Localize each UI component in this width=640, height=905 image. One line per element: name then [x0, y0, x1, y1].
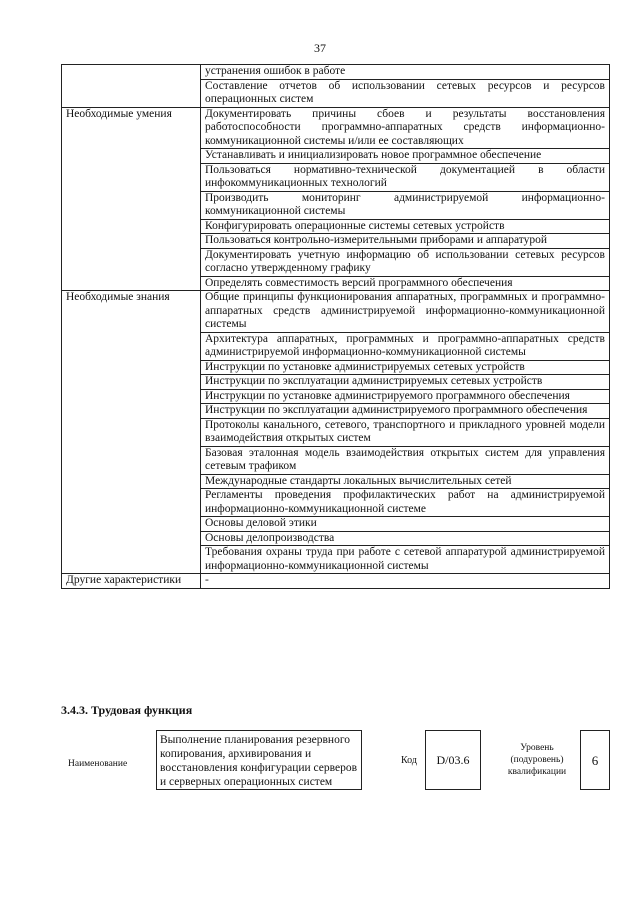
row-category-label — [62, 149, 201, 164]
table-cell: Международные стандарты локальных вычислительных сетей — [201, 474, 610, 489]
table-cell: Базовая эталонная модель взаимодействия открытых систем для управления сетевым трафиком — [201, 446, 610, 474]
row-category-label — [62, 404, 201, 419]
table-row — [62, 446, 610, 474]
row-category-label — [62, 163, 201, 191]
table-row — [62, 574, 610, 589]
row-category-label — [62, 389, 201, 404]
table-row — [62, 219, 610, 234]
table-row — [62, 332, 610, 360]
table-cell: Устанавливать и инициализировать новое программное обеспечение — [201, 149, 610, 164]
table-cell: Пользоваться нормативно-технической документацией в области инфокоммуникационных технологий — [201, 163, 610, 191]
table-row — [62, 517, 610, 532]
row-category-label — [62, 418, 201, 446]
row-category-label: Другие характеристики — [62, 574, 201, 589]
table-row — [62, 404, 610, 419]
row-category-label — [62, 446, 201, 474]
table-cell: Общие принципы функционирования аппаратных, программных и программно-аппаратных средств администрируемой информационно-коммуникационной системы — [201, 291, 610, 333]
table-row — [62, 531, 610, 546]
table-row — [62, 248, 610, 276]
qualification-level-value: 6 — [580, 730, 610, 790]
table-row — [62, 389, 610, 404]
table-cell: Документировать причины сбоев и результаты восстановления работоспособности программно-аппаратных средств информационно-коммуникационной системы и/или ее составляющих — [201, 107, 610, 149]
row-category-label — [62, 531, 201, 546]
table-row — [62, 163, 610, 191]
row-category-label — [62, 234, 201, 249]
table-cell: Инструкции по эксплуатации администрируемого программного обеспечения — [201, 404, 610, 419]
table-cell: Архитектура аппаратных, программных и программно-аппаратных средств администрируемой информационно-коммуникационной системы — [201, 332, 610, 360]
code-label: Код — [401, 755, 417, 766]
table-cell: Инструкции по установке администрируемого программного обеспечения — [201, 389, 610, 404]
row-category-label: Необходимые знания — [62, 291, 201, 333]
labor-function-block — [0, 730, 640, 800]
table-cell: Пользоваться контрольно-измерительными приборами и аппаратурой — [201, 234, 610, 249]
row-category-label — [62, 65, 201, 80]
table-row — [62, 234, 610, 249]
table-row — [62, 291, 610, 333]
table-row — [62, 375, 610, 390]
row-category-label — [62, 517, 201, 532]
table-row — [62, 418, 610, 446]
table-row — [62, 276, 610, 291]
table-cell: Протоколы канального, сетевого, транспортного и прикладного уровней модели взаимодействия открытых систем — [201, 418, 610, 446]
table-row — [62, 65, 610, 80]
table-cell: Регламенты проведения профилактических работ на администрируемой информационно-коммуникационной системе — [201, 489, 610, 517]
table-cell: - — [201, 574, 610, 589]
table-cell: Основы деловой этики — [201, 517, 610, 532]
row-category-label: Необходимые умения — [62, 107, 201, 149]
row-category-label — [62, 489, 201, 517]
table-cell: Конфигурировать операционные системы сетевых устройств — [201, 219, 610, 234]
table-row — [62, 191, 610, 219]
code-value: D/03.6 — [425, 730, 481, 790]
row-category-label — [62, 474, 201, 489]
row-category-label — [62, 219, 201, 234]
table-row — [62, 489, 610, 517]
qualification-level-label: Уровень (подуровень) квалификации — [507, 743, 567, 777]
row-category-label — [62, 546, 201, 574]
table-row — [62, 79, 610, 107]
name-label: Наименование — [68, 759, 128, 769]
row-category-label — [62, 375, 201, 390]
table-cell: Инструкции по эксплуатации администрируемых сетевых устройств — [201, 375, 610, 390]
table-row — [62, 149, 610, 164]
row-category-label — [62, 332, 201, 360]
row-category-label — [62, 360, 201, 375]
row-category-label — [62, 248, 201, 276]
table-cell: Составление отчетов об использовании сетевых ресурсов и ресурсов операционных систем — [201, 79, 610, 107]
table-row — [62, 546, 610, 574]
table-cell: устранения ошибок в работе — [201, 65, 610, 80]
table-cell: Производить мониторинг администрируемой информационно-коммуникационной системы — [201, 191, 610, 219]
requirements-table — [61, 64, 610, 589]
page-number: 37 — [314, 41, 326, 55]
table-cell: Определять совместимость версий программного обеспечения — [201, 276, 610, 291]
table-row — [62, 360, 610, 375]
row-category-label — [62, 276, 201, 291]
table-cell: Документировать учетную информацию об использовании сетевых ресурсов согласно утвержденному графику — [201, 248, 610, 276]
row-category-label — [62, 79, 201, 107]
table-cell: Инструкции по установке администрируемых сетевых устройств — [201, 360, 610, 375]
section-heading: 3.4.3. Трудовая функция — [61, 703, 193, 717]
table-row — [62, 474, 610, 489]
function-name-value: Выполнение планирования резервного копирования, архивирования и восстановления конфигурации серверов и серверных операционных систем — [156, 730, 362, 790]
row-category-label — [62, 191, 201, 219]
table-row — [62, 107, 610, 149]
table-cell: Требования охраны труда при работе с сетевой аппаратурой администрируемой информационно-коммуникационной системы — [201, 546, 610, 574]
table-cell: Основы делопроизводства — [201, 531, 610, 546]
